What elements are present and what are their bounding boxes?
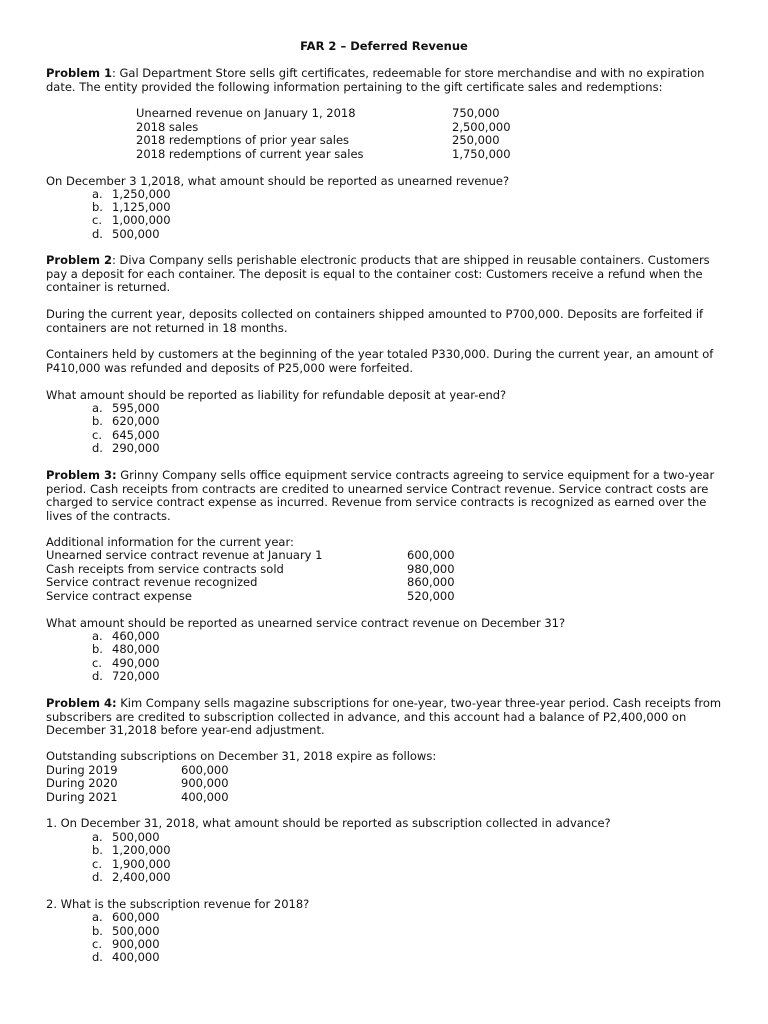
p1-row-value: 1,750,000	[452, 147, 511, 161]
answer-option: c. 645,000	[92, 428, 160, 442]
p4-row-label: During 2019	[46, 763, 118, 777]
p1-row-value: 250,000	[452, 133, 500, 147]
p3-row-label: Service contract expense	[46, 589, 192, 603]
problem-4-text: Problem 4: Kim Company sells magazine subscriptions for one-year, two-year three-year period. Cash receipts from subscribers are credited to subscription collected in advance, and this account had a balance of P2,400,000 on December 31,2018 before year-end adjustment.	[46, 696, 722, 738]
problem-2-text: Problem 2: Diva Company sells perishable electronic products that are shipped in reusable containers. Customers pay a deposit for each container. The deposit is equal to the container cost: Customers receive a refund when the container is returned.	[46, 253, 710, 295]
p3-row-label: Unearned service contract revenue at January 1	[46, 548, 323, 562]
answer-option: c. 900,000	[92, 937, 160, 951]
answer-option: a. 500,000	[92, 830, 160, 844]
answer-option: c. 490,000	[92, 656, 160, 670]
problem-1-text: Problem 1: Gal Department Store sells gift certificates, redeemable for store merchandise and with no expiration date. The entity provided the following information pertaining to the gift certificate sales and redemptions:	[46, 66, 705, 94]
p1-row-label: 2018 redemptions of current year sales	[136, 147, 364, 161]
p1-row-label: 2018 sales	[136, 120, 199, 134]
answer-option: d. 500,000	[92, 227, 160, 241]
answer-option: c. 1,900,000	[92, 857, 171, 871]
answer-option: b. 500,000	[92, 924, 160, 938]
answer-option: b. 480,000	[92, 642, 160, 656]
p4-row-value: 900,000	[181, 776, 229, 790]
problem-4-label: Problem 4:	[46, 696, 117, 710]
problem-3-text: Problem 3: Grinny Company sells office equipment service contracts agreeing to service equipment for a two-year period. Cash receipts from contracts are credited to unearned service Contract revenue. Service contract costs are charged to service contract expense as incurred. Revenue from service contracts is recognized as earned over the lives of the contracts.	[46, 468, 715, 523]
problem-2-paragraph: During the current year, deposits collected on containers shipped amounted to P700,000. Deposits are forfeited if containers are not returned in 18 months.	[46, 307, 704, 335]
answer-option: b. 620,000	[92, 414, 160, 428]
answer-option: a. 600,000	[92, 910, 160, 924]
problem-2-label: Problem 2	[46, 253, 112, 267]
answer-option: c. 1,000,000	[92, 213, 171, 227]
p1-row-label: 2018 redemptions of prior year sales	[136, 133, 350, 147]
answer-option: d. 720,000	[92, 669, 160, 683]
problem-4-outstanding: Outstanding subscriptions on December 31, 2018 expire as follows:	[46, 749, 437, 763]
answer-option: b. 1,200,000	[92, 843, 171, 857]
p3-row-label: Service contract revenue recognized	[46, 575, 258, 589]
problem-4-question-2: 2. What is the subscription revenue for 2018?	[46, 897, 310, 911]
problem-3-label: Problem 3:	[46, 468, 117, 482]
problem-1-label: Problem 1	[46, 66, 112, 80]
p4-row-label: During 2021	[46, 790, 118, 804]
problem-4-question-1: 1. On December 31, 2018, what amount should be reported as subscription collected in advance?	[46, 816, 611, 830]
answer-option: a. 460,000	[92, 629, 160, 643]
answer-option: a. 595,000	[92, 401, 160, 415]
answer-option: a. 1,250,000	[92, 187, 171, 201]
p1-row-value: 750,000	[452, 106, 500, 120]
page-title: FAR 2 – Deferred Revenue	[300, 39, 468, 53]
p4-row-label: During 2020	[46, 776, 118, 790]
p1-row-value: 2,500,000	[452, 120, 511, 134]
p3-row-value: 600,000	[407, 548, 455, 562]
answer-option: b. 1,125,000	[92, 200, 171, 214]
answer-option: d. 2,400,000	[92, 870, 171, 884]
p4-row-value: 600,000	[181, 763, 229, 777]
answer-option: d. 290,000	[92, 441, 160, 455]
p3-row-value: 860,000	[407, 575, 455, 589]
problem-3-question: What amount should be reported as unearned service contract revenue on December 31?	[46, 616, 566, 630]
problem-2-paragraph: Containers held by customers at the beginning of the year totaled P330,000. During the current year, an amount of P410,000 was refunded and deposits of P25,000 were forfeited.	[46, 347, 714, 375]
problem-3-additional: Additional information for the current year:	[46, 535, 294, 549]
answer-option: d. 400,000	[92, 950, 160, 964]
p4-row-value: 400,000	[181, 790, 229, 804]
problem-2-question: What amount should be reported as liability for refundable deposit at year-end?	[46, 388, 507, 402]
p3-row-label: Cash receipts from service contracts sold	[46, 562, 284, 576]
p3-row-value: 980,000	[407, 562, 455, 576]
problem-1-question: On December 3 1,2018, what amount should be reported as unearned revenue?	[46, 174, 510, 188]
p1-row-label: Unearned revenue on January 1, 2018	[136, 106, 356, 120]
p3-row-value: 520,000	[407, 589, 455, 603]
